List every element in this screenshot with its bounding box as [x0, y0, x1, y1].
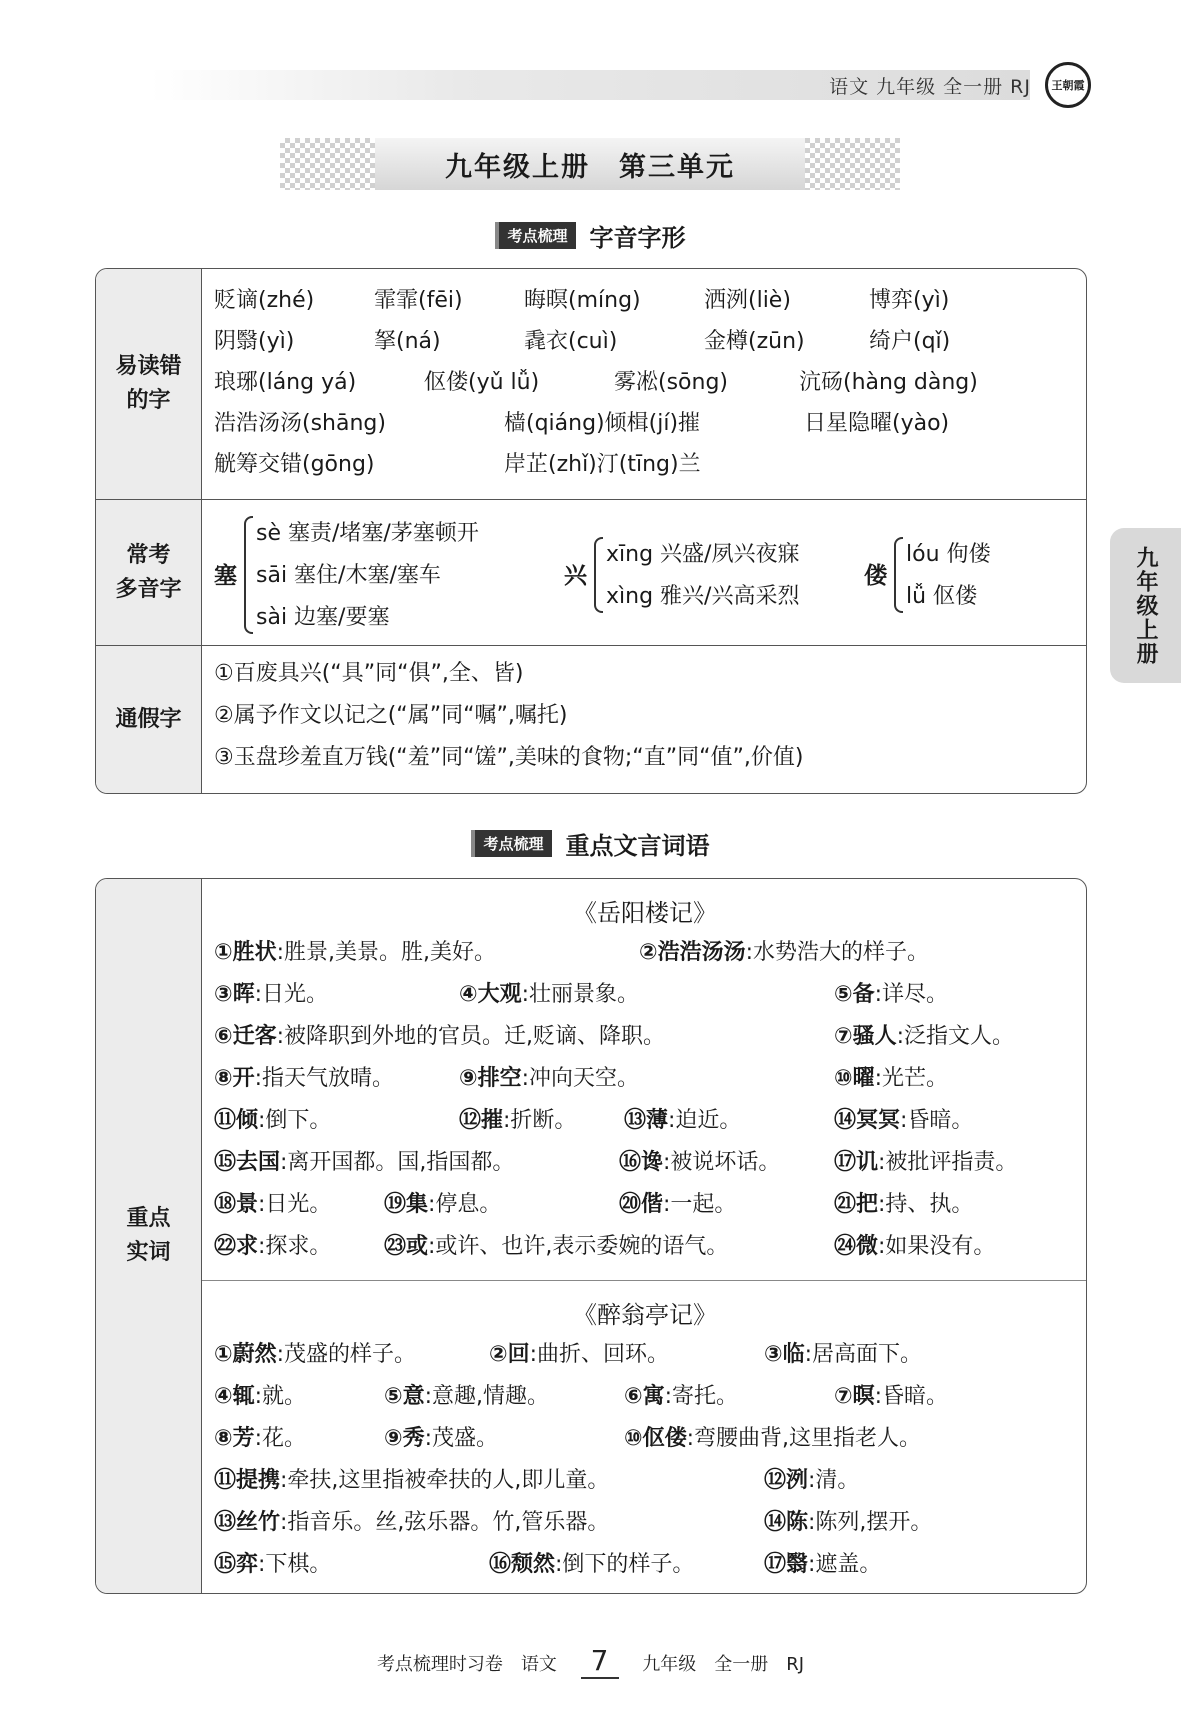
- polyphonic-reading: xìng 雅兴/兴高采烈: [606, 584, 800, 609]
- keyword: ⑮去国: [214, 1150, 281, 1175]
- word-entry: [214, 935, 496, 966]
- definition: :寄托。: [664, 1384, 739, 1409]
- definition: :日光。: [254, 982, 329, 1007]
- misread-word: 贬谪(zhé): [214, 288, 315, 313]
- section-tag: 考点梳理: [495, 222, 575, 249]
- keyword: ⑫洌: [764, 1468, 809, 1493]
- logo-text: 王朝霞: [1051, 79, 1085, 92]
- misread-word: 晦暝(míng): [524, 288, 641, 313]
- word-entry: [384, 1187, 501, 1218]
- keyword: ⑭冥冥: [834, 1108, 901, 1133]
- keyword: ㉓或: [384, 1234, 429, 1259]
- definition: :遮盖。: [808, 1552, 882, 1577]
- word-entry: [764, 1463, 859, 1494]
- definition: :就。: [254, 1384, 307, 1409]
- definition: :被说坏话。: [663, 1150, 781, 1175]
- keyword: ⑱景: [214, 1192, 259, 1217]
- keyword: ⑥迁客: [214, 1024, 277, 1049]
- keyword: ⑪提携: [214, 1468, 281, 1493]
- word-entry: [624, 1421, 921, 1452]
- word-entry: [214, 1187, 331, 1218]
- keyword: ⑤备: [834, 982, 875, 1007]
- page-number: 7: [581, 1644, 619, 1679]
- keyword: ③晖: [214, 982, 255, 1007]
- classical-words-table: [95, 878, 1087, 1594]
- keyword: ⑧芳: [214, 1426, 255, 1451]
- misread-word: 沆砀(hàng dàng): [799, 370, 978, 395]
- brace: [244, 516, 253, 634]
- tongjia-line: ③玉盘珍羞直万钱(“羞”同“馐”,美味的食物;“直”同“值”,价值): [214, 745, 804, 770]
- section-heading: 字音字形: [589, 224, 686, 252]
- definition: :弯腰曲背,这里指老人。: [686, 1426, 922, 1451]
- keyword: ⑩伛偻: [624, 1426, 687, 1451]
- misread-word: 金樽(zūn): [704, 329, 805, 354]
- definition: :详尽。: [874, 982, 949, 1007]
- yueyang-content: [214, 879, 1076, 1279]
- keyword: ㉔微: [834, 1234, 879, 1259]
- word-entry: [459, 1103, 576, 1134]
- definition: :水势浩大的样子。: [745, 940, 930, 965]
- misread-word: 岸芷(zhǐ)汀(tīng)兰: [504, 452, 701, 477]
- definition: :迫近。: [668, 1108, 742, 1133]
- keyword: ⑮弈: [214, 1552, 259, 1577]
- keyword: ㉒求: [214, 1234, 259, 1259]
- tongjia-line: ②属予作文以记之(“属”同“嘱”,嘱托): [214, 703, 568, 728]
- word-entry: [214, 977, 328, 1008]
- word-entry: [459, 1061, 639, 1092]
- label-tongjia: 通假字: [115, 707, 182, 732]
- unit-banner: [280, 138, 900, 190]
- footer-right: 九年级 全一册 RJ: [642, 1654, 805, 1675]
- misread-word: 绮户(qǐ): [869, 329, 951, 354]
- definition: :被降职到外地的官员。迁,贬谪、降职。: [276, 1024, 666, 1049]
- definition: :冲向天空。: [521, 1066, 640, 1091]
- definition: :花。: [254, 1426, 307, 1451]
- text-title: 《岳阳楼记》: [573, 899, 717, 927]
- keyword: ⑲集: [384, 1192, 429, 1217]
- row-misread-chars: [96, 269, 1086, 499]
- label-key-words: 重点 实词: [126, 1206, 171, 1265]
- definition: :胜景,美景。胜,美好。: [276, 940, 497, 965]
- keyword: ⑬薄: [624, 1108, 669, 1133]
- definition: :壮丽景象。: [521, 982, 640, 1007]
- keyword: ⑰翳: [764, 1552, 809, 1577]
- definition: :光芒。: [874, 1066, 949, 1091]
- keyword: ⑪倾: [214, 1108, 259, 1133]
- definition: :居高面下。: [804, 1342, 923, 1367]
- footer-left: 考点梳理时习卷 语文: [376, 1654, 557, 1675]
- misread-word: 拏(ná): [374, 329, 441, 354]
- word-entry: [834, 1103, 973, 1134]
- keyword: ①胜状: [214, 940, 277, 965]
- row-label: [96, 269, 202, 499]
- misread-word: 雾凇(sōng): [614, 370, 728, 395]
- misread-word: 觥筹交错(gōng): [214, 452, 375, 477]
- keyword: ⑰讥: [834, 1150, 879, 1175]
- word-entry: [214, 1145, 514, 1176]
- misread-word: 伛偻(yǔ lǚ): [424, 370, 540, 395]
- keyword: ⑦暝: [834, 1384, 875, 1409]
- polyphonic-reading: sài 边塞/要塞: [256, 605, 390, 630]
- definition: :一起。: [663, 1192, 737, 1217]
- word-entry: [214, 1337, 416, 1368]
- word-entry: [834, 1379, 948, 1410]
- section-tag: 考点梳理: [471, 830, 551, 857]
- keyword: ⑤意: [384, 1384, 425, 1409]
- keyword: ④辄: [214, 1384, 255, 1409]
- polyphonic-char: 兴: [564, 563, 587, 589]
- row-label: [96, 879, 202, 1593]
- keyword: ③临: [764, 1342, 805, 1367]
- keyword: ④大观: [459, 982, 522, 1007]
- polyphonic-char: 偻: [864, 563, 887, 589]
- misread-word: 毳衣(cuì): [524, 329, 618, 354]
- keyword: ⑫摧: [459, 1108, 504, 1133]
- keyword: ⑧开: [214, 1066, 255, 1091]
- misread-word: 琅琊(láng yá): [214, 370, 357, 395]
- definition: :陈列,摆开。: [808, 1510, 933, 1535]
- word-entry: [214, 1229, 331, 1260]
- zuiweng-content: [214, 1281, 1076, 1593]
- definition: :被批评指责。: [878, 1150, 1018, 1175]
- definition: :清。: [808, 1468, 860, 1493]
- word-entry: [764, 1505, 932, 1536]
- definition: :日光。: [258, 1192, 332, 1217]
- polyphonic-reading: lóu 佝偻: [906, 542, 991, 567]
- word-entry: [764, 1337, 922, 1368]
- word-entry: [214, 1379, 306, 1410]
- polyphonic-reading: xīng 兴盛/夙兴夜寐: [606, 542, 800, 567]
- word-entry: [764, 1547, 881, 1578]
- tongjia-line: ①百废具兴(“具”同“俱”,全、皆): [214, 661, 524, 686]
- word-entry: [624, 1103, 741, 1134]
- word-entry: [384, 1421, 498, 1452]
- word-entry: [834, 1061, 948, 1092]
- keyword: ②回: [489, 1342, 530, 1367]
- definition: :牵扶,这里指被牵扶的人,即儿童。: [280, 1468, 610, 1493]
- keyword: ⑩曜: [834, 1066, 875, 1091]
- row-tongjia: [96, 645, 1086, 794]
- section-title-1: [0, 218, 1181, 252]
- keyword: ②浩浩汤汤: [639, 940, 746, 965]
- keyword: ⑯颓然: [489, 1552, 556, 1577]
- section-title-2: [0, 826, 1181, 860]
- row-polyphonic: [96, 499, 1086, 646]
- misread-content: [214, 269, 1076, 499]
- polyphonic-reading: sāi 塞住/木塞/塞车: [256, 563, 441, 588]
- misread-word: 日星隐曜(yào): [804, 411, 950, 436]
- word-entry: [384, 1229, 728, 1260]
- polyphonic-char: 塞: [214, 563, 237, 589]
- definition: :指音乐。丝,弦乐器。竹,管乐器。: [280, 1510, 610, 1535]
- word-entry: [214, 1547, 331, 1578]
- section-heading: 重点文言词语: [565, 832, 710, 860]
- definition: :茂盛的样子。: [276, 1342, 417, 1367]
- brace: [894, 537, 903, 613]
- keyword: ⑨排空: [459, 1066, 522, 1091]
- definition: :昏暗。: [874, 1384, 949, 1409]
- keyword: ⑬丝竹: [214, 1510, 281, 1535]
- definition: :泛指文人。: [896, 1024, 1015, 1049]
- publisher-logo: [1045, 62, 1091, 108]
- word-entry: [384, 1379, 549, 1410]
- footer: [0, 1644, 1181, 1679]
- misread-word: 阴翳(yì): [214, 329, 295, 354]
- definition: :或许、也许,表示委婉的语气。: [428, 1234, 729, 1259]
- unit-title: 九年级上册 第三单元: [375, 138, 805, 190]
- misread-word: 浩浩汤汤(shāng): [214, 411, 386, 436]
- definition: :茂盛。: [424, 1426, 499, 1451]
- definition: :持、执。: [878, 1192, 974, 1217]
- definition: :离开国都。国,指国都。: [280, 1150, 515, 1175]
- word-entry: [489, 1337, 669, 1368]
- keyword: ㉑把: [834, 1192, 879, 1217]
- definition: :探求。: [258, 1234, 332, 1259]
- keyword: ⑯谗: [619, 1150, 664, 1175]
- misread-word: 洒洌(liè): [704, 288, 791, 313]
- side-tab: 九年级上册: [1110, 528, 1181, 683]
- word-entry: [214, 1463, 609, 1494]
- polyphonic-reading: sè 塞责/堵塞/茅塞顿开: [256, 521, 479, 546]
- keyword: ⑦骚人: [834, 1024, 897, 1049]
- definition: :折断。: [503, 1108, 577, 1133]
- keyword: ⑨秀: [384, 1426, 425, 1451]
- keyword: ⑳偕: [619, 1192, 664, 1217]
- definition: :昏暗。: [900, 1108, 974, 1133]
- misread-word: 博弈(yì): [869, 288, 950, 313]
- polyphonic-reading: lǚ 伛偻: [906, 584, 978, 609]
- pronunciation-table: [95, 268, 1087, 794]
- word-entry: [459, 977, 639, 1008]
- definition: :下棋。: [258, 1552, 332, 1577]
- keyword: ①蔚然: [214, 1342, 277, 1367]
- word-entry: [214, 1019, 665, 1050]
- word-entry: [214, 1505, 609, 1536]
- word-entry: [834, 1145, 1017, 1176]
- word-entry: [214, 1421, 306, 1452]
- definition: :如果没有。: [878, 1234, 996, 1259]
- definition: :曲折、回环。: [529, 1342, 670, 1367]
- keyword: ⑥寓: [624, 1384, 665, 1409]
- header-text: 语文 九年级 全一册 RJ: [829, 76, 1031, 98]
- word-entry: [834, 977, 948, 1008]
- definition: :停息。: [428, 1192, 502, 1217]
- word-entry: [624, 1379, 738, 1410]
- misread-word: 霏霏(fēi): [374, 288, 463, 313]
- word-entry: [834, 1019, 1014, 1050]
- word-entry: [619, 1187, 736, 1218]
- tongjia-content: [214, 646, 1076, 794]
- row-label: [96, 500, 202, 646]
- word-entry: [489, 1547, 694, 1578]
- definition: :意趣,情趣。: [424, 1384, 550, 1409]
- brace: [594, 537, 603, 613]
- text-title: 《醉翁亭记》: [573, 1301, 717, 1329]
- label-polyphonic: 常考 多音字: [115, 543, 182, 602]
- label-misread: 易读错 的字: [115, 354, 182, 413]
- word-entry: [639, 935, 929, 966]
- misread-word: 樯(qiáng)倾楫(jí)摧: [504, 411, 701, 436]
- keyword: ⑭陈: [764, 1510, 809, 1535]
- row-label: [96, 646, 202, 794]
- word-entry: [834, 1187, 973, 1218]
- definition: :倒下。: [258, 1108, 332, 1133]
- word-entry: [834, 1229, 995, 1260]
- word-entry: [214, 1103, 331, 1134]
- polyphonic-content: [214, 500, 1076, 646]
- word-entry: [214, 1061, 394, 1092]
- definition: :倒下的样子。: [555, 1552, 695, 1577]
- definition: :指天气放晴。: [254, 1066, 395, 1091]
- word-entry: [619, 1145, 780, 1176]
